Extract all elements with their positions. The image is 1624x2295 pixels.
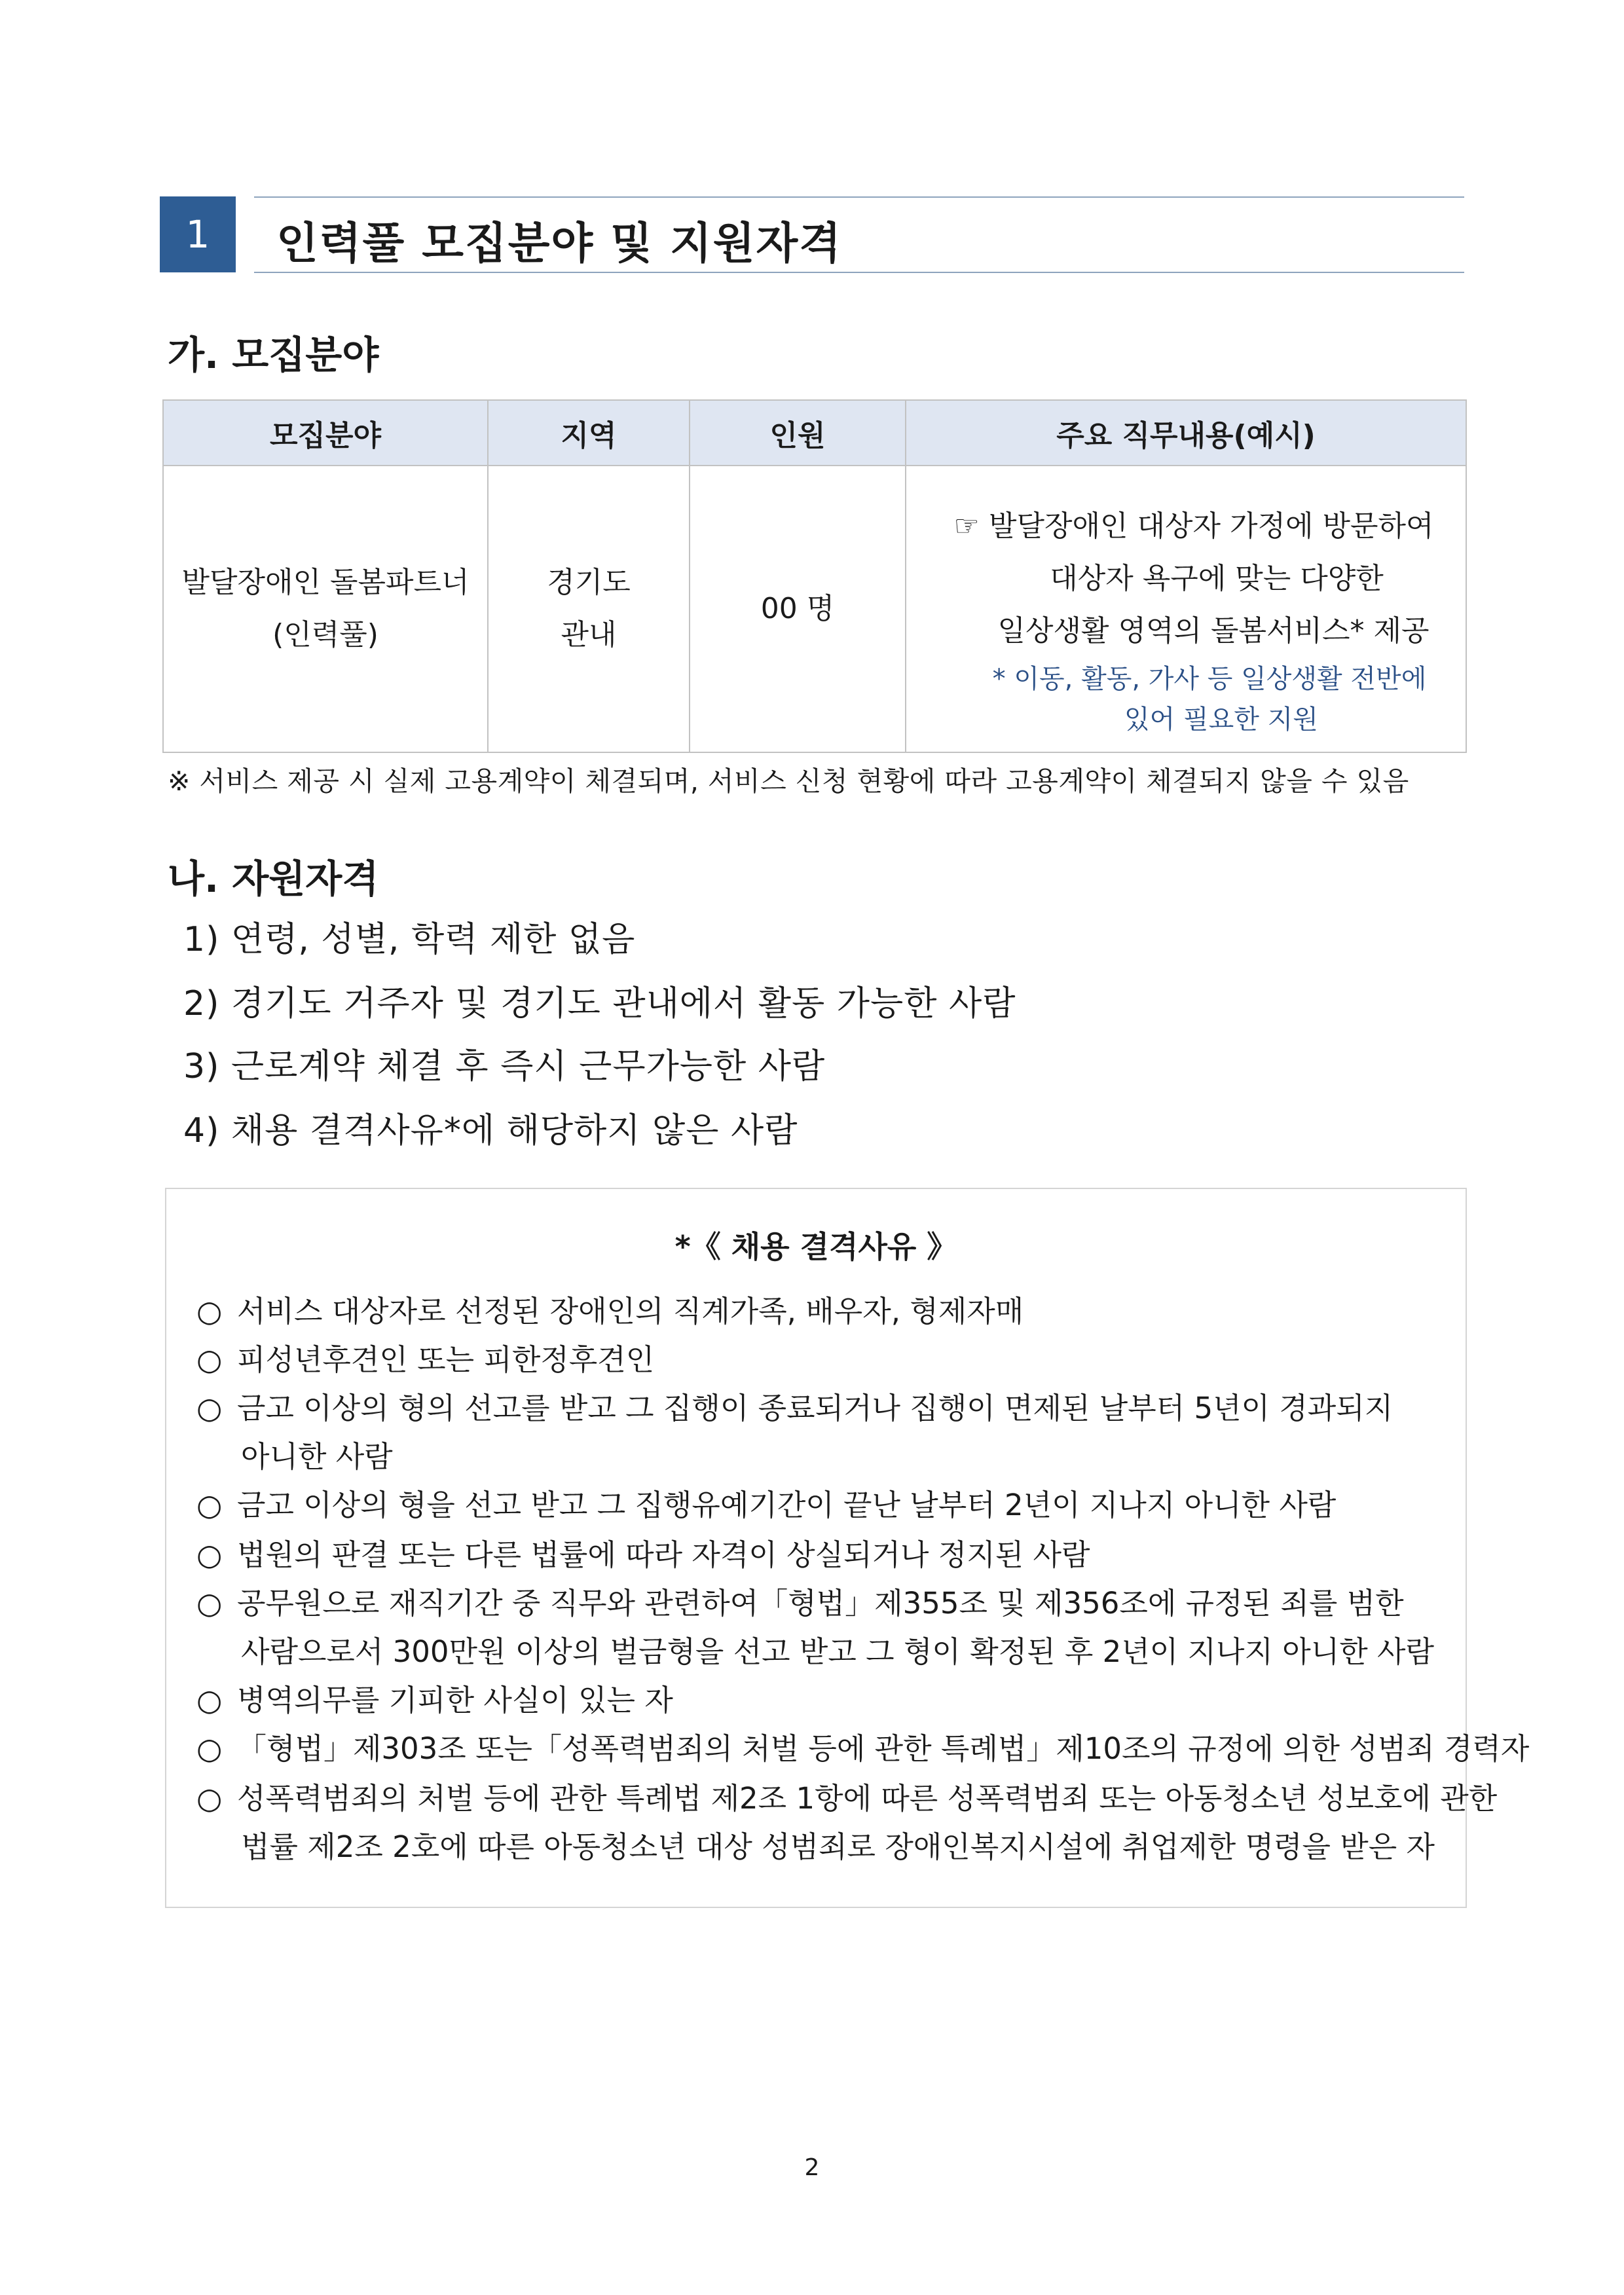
duty-note-line-2: 있어 필요한 지원 xyxy=(1124,705,1318,735)
item-text: 「형법」제303조 또는「성폭력범죄의 처벌 등에 관한 특례법」제10조의 규정에 의한 성범죄 경력자 xyxy=(237,1731,1530,1766)
table-row xyxy=(163,466,1466,752)
list-item xyxy=(196,1676,673,1725)
item-text: 금고 이상의 형을 선고 받고 그 집행유예기간이 끝난 날부터 2년이 지나지 아니한 사람 xyxy=(237,1488,1337,1522)
section-number-badge: 1 xyxy=(160,196,236,272)
list-item xyxy=(196,1579,1434,1676)
cell-region xyxy=(488,466,690,752)
item-text-continued: 법률 제2조 2호에 따른 아동청소년 대상 성범죄로 장애인복지시설에 취업제한 명령을 받은 자 xyxy=(241,1829,1435,1864)
item-text-continued: 사람으로서 300만원 이상의 벌금형을 선고 받고 그 형이 확정된 후 2년이 지나지 아니한 사람 xyxy=(241,1634,1434,1669)
cell-duty xyxy=(906,466,1466,752)
page-number: 2 xyxy=(804,2154,820,2181)
qualification-item-1: 1) 연령, 성별, 학력 제한 없음 xyxy=(183,920,636,959)
item-text-continued: 아니한 사람 xyxy=(241,1439,393,1474)
header-field: 모집분야 xyxy=(163,400,488,466)
circle-bullet-icon: ○ xyxy=(196,1683,223,1717)
circle-bullet-icon: ○ xyxy=(196,1391,223,1425)
item-text: 법원의 판결 또는 다른 법률에 따라 자격이 상실되거나 정지된 사람 xyxy=(237,1537,1090,1572)
count-value: 00 명 xyxy=(760,592,835,625)
field-line-1: 발달장애인 돌봄파트너 xyxy=(181,566,470,599)
circle-bullet-icon: ○ xyxy=(196,1294,223,1329)
item-text: 서비스 대상자로 선정된 장애인의 직계가족, 배우자, 형제자매 xyxy=(237,1294,1024,1329)
circle-bullet-icon: ○ xyxy=(196,1731,223,1766)
disqualification-title: *《 채용 결격사유 》 xyxy=(674,1229,957,1264)
list-item xyxy=(196,1287,1024,1336)
section-title: 인력풀 모집분야 및 지원자격 xyxy=(276,218,843,268)
item-text: 공무원으로 재직기간 중 직무와 관련하여「형법」제355조 및 제356조에 규정된 죄를 범한 xyxy=(237,1586,1404,1621)
circle-bullet-icon: ○ xyxy=(196,1537,223,1572)
duty-note-line-1: * 이동, 활동, 가사 등 일상생활 전반에 xyxy=(992,664,1427,694)
duty-line-2: 대상자 욕구에 맞는 다양한 xyxy=(1050,562,1384,595)
circle-bullet-icon: ○ xyxy=(196,1342,223,1377)
region-line-1: 경기도 xyxy=(547,566,631,599)
list-item xyxy=(196,1725,1529,1773)
section-top-rule xyxy=(254,196,1464,198)
item-text: 성폭력범죄의 처벌 등에 관한 특례법 제2조 1항에 따른 성폭력범죄 또는 아동청소년 성보호에 관한 xyxy=(237,1781,1498,1816)
circle-bullet-icon: ○ xyxy=(196,1781,223,1816)
list-item xyxy=(196,1384,1393,1481)
qualification-item-4: 4) 채용 결격사유*에 해당하지 않은 사람 xyxy=(183,1111,798,1150)
circle-bullet-icon: ○ xyxy=(196,1488,223,1522)
duty-line-1: ☞ 발달장애인 대상자 가정에 방문하여 xyxy=(953,509,1434,543)
qualification-item-3: 3) 근로계약 체결 후 즉시 근무가능한 사람 xyxy=(183,1047,826,1086)
header-duty: 주요 직무내용(예시) xyxy=(906,400,1466,466)
recruit-table xyxy=(162,399,1467,753)
region-line-2: 관내 xyxy=(561,618,617,652)
item-text: 피성년후견인 또는 피한정후견인 xyxy=(237,1342,655,1377)
list-item xyxy=(196,1481,1336,1530)
duty-line-3: 일상생활 영역의 돌봄서비스* 제공 xyxy=(997,614,1430,648)
list-item xyxy=(196,1531,1090,1579)
qualification-item-2: 2) 경기도 거주자 및 경기도 관내에서 활동 가능한 사람 xyxy=(183,984,1016,1023)
list-item xyxy=(196,1336,654,1384)
header-region: 지역 xyxy=(488,400,690,466)
list-item xyxy=(196,1774,1497,1871)
header-count: 인원 xyxy=(690,400,906,466)
table-header-row xyxy=(163,400,1466,466)
circle-bullet-icon: ○ xyxy=(196,1586,223,1621)
field-line-2: (인력풀) xyxy=(272,618,378,652)
cell-field xyxy=(163,466,488,752)
contract-notice: ※ 서비스 제공 시 실제 고용계약이 체결되며, 서비스 신청 현황에 따라 고용계약이 체결되지 않을 수 있음 xyxy=(168,765,1409,797)
item-text: 금고 이상의 형의 선고를 받고 그 집행이 종료되거나 집행이 면제된 날부터 5년이 경과되지 xyxy=(237,1391,1393,1425)
cell-count xyxy=(690,466,906,752)
recruit-field-heading: 가. 모집분야 xyxy=(168,333,379,377)
section-bottom-rule xyxy=(254,272,1464,273)
qualification-heading: 나. 자원자격 xyxy=(168,856,379,901)
item-text: 병역의무를 기피한 사실이 있는 자 xyxy=(237,1683,673,1717)
